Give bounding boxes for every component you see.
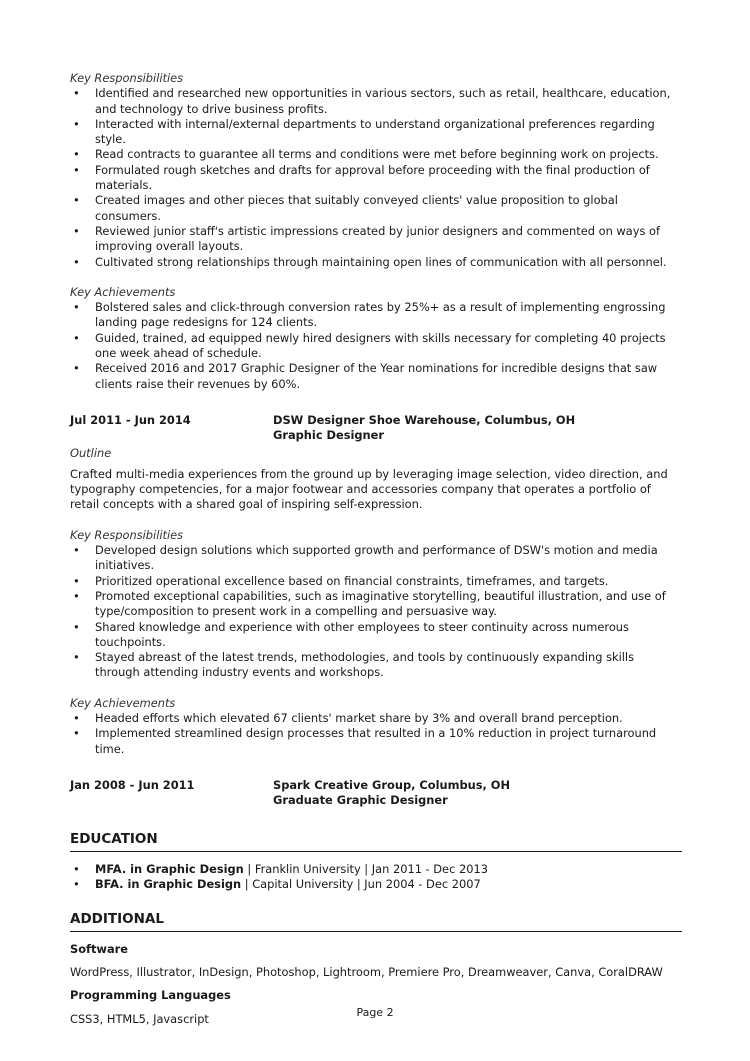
- list-item: • Implemented streamlined design processes that resulted in a 10% reduction in project turnaround time.: [70, 726, 682, 757]
- list-item: • Headed efforts which elevated 67 clients' market share by 3% and overall brand perception.: [70, 711, 682, 726]
- list-item: • Created images and other pieces that suitably conveyed clients' value proposition to global consumers.: [70, 193, 682, 224]
- list-item: • Interacted with internal/external departments to understand organizational preferences regarding style.: [70, 117, 682, 148]
- job-title: Graduate Graphic Designer: [273, 793, 448, 808]
- achievements-list: [70, 711, 682, 757]
- degree-detail: | Capital University | Jun 2004 - Dec 2007: [241, 877, 481, 892]
- education-heading: EDUCATION: [70, 832, 682, 851]
- job-dates: Jul 2011 - Jun 2014: [70, 412, 191, 427]
- programming-label: Programming Languages: [70, 988, 231, 1003]
- list-item: • Guided, trained, ad equipped newly hired designers with skills necessary for completing 40 projects one week ahead of schedule.: [70, 331, 682, 362]
- degree-detail: | Franklin University | Jan 2011 - Dec 2013: [243, 861, 488, 876]
- responsibilities-list: [70, 86, 682, 270]
- programming-list: CSS3, HTML5, Javascript: [70, 1011, 209, 1026]
- list-item: • Received 2016 and 2017 Graphic Designer of the Year nominations for incredible designs that saw clients raise their revenues by 60%.: [70, 361, 682, 392]
- job-company: Spark Creative Group, Columbus, OH: [273, 777, 511, 792]
- list-item: • Read contracts to guarantee all terms and conditions were met before beginning work on projects.: [70, 147, 682, 162]
- list-item: • Formulated rough sketches and drafts for approval before proceeding with the final production of materials.: [70, 163, 682, 194]
- additional-heading: ADDITIONAL: [70, 912, 682, 931]
- education-item: [70, 877, 682, 892]
- responsibilities-list: [70, 543, 682, 681]
- degree-name: BFA. in Graphic Design: [95, 877, 242, 892]
- responsibilities-label: Key Responsibilities: [70, 71, 184, 85]
- education-item: [70, 862, 682, 877]
- outline-label: Outline: [70, 445, 112, 460]
- list-item: • Prioritized operational excellence based on financial constraints, timeframes, and targets.: [70, 574, 682, 589]
- resume-page: [70, 71, 682, 1027]
- achievements-list: [70, 300, 682, 392]
- degree-name: MFA. in Graphic Design: [95, 861, 244, 876]
- page-number: Page 2: [356, 1006, 394, 1019]
- list-item: • Bolstered sales and click-through conversion rates by 25%+ as a result of implementing engrossing landing page redesigns for 124 clients.: [70, 300, 682, 331]
- list-item: • Identified and researched new opportunities in various sectors, such as retail, healthcare, education, and technology to drive business profits.: [70, 86, 682, 117]
- software-list: WordPress, Illustrator, InDesign, Photoshop, Lightroom, Premiere Pro, Dreamweaver, Canva, CoralDRAW: [70, 964, 663, 979]
- list-item: • Developed design solutions which supported growth and performance of DSW's motion and media initiatives.: [70, 543, 682, 574]
- list-item: • Reviewed junior staff's artistic impressions created by junior designers and commented on ways of improving overall layouts.: [70, 224, 682, 255]
- job-header-spark: [70, 778, 682, 809]
- job-outline: Crafted multi-media experiences from the ground up by leveraging image selection, video direction, and typography competencies, for a major footwear and accessories company that operates a portfolio of retail concepts with a shared goal of inspiring self-expression.: [70, 466, 668, 512]
- achievements-label: Key Achievements: [70, 284, 176, 299]
- achievements-label: Key Achievements: [70, 695, 176, 710]
- list-item: • Shared knowledge and experience with other employees to steer continuity across numerous touchpoints.: [70, 620, 682, 651]
- software-label: Software: [70, 941, 128, 956]
- job-dates: Jan 2008 - Jun 2011: [70, 777, 195, 792]
- list-item: • Stayed abreast of the latest trends, methodologies, and tools by continuously expanding skills through attending industry events and workshops.: [70, 650, 682, 681]
- job-title: Graphic Designer: [273, 428, 385, 443]
- responsibilities-label: Key Responsibilities: [70, 527, 184, 542]
- job-header-dsw: [70, 413, 682, 444]
- list-item: • Cultivated strong relationships through maintaining open lines of communication with all personnel.: [70, 255, 682, 270]
- education-list: [70, 862, 682, 893]
- list-item: • Promoted exceptional capabilities, such as imaginative storytelling, beautiful illustration, and use of type/composition to present work in a compelling and persuasive way.: [70, 589, 682, 620]
- job-company: DSW Designer Shoe Warehouse, Columbus, OH: [273, 412, 576, 427]
